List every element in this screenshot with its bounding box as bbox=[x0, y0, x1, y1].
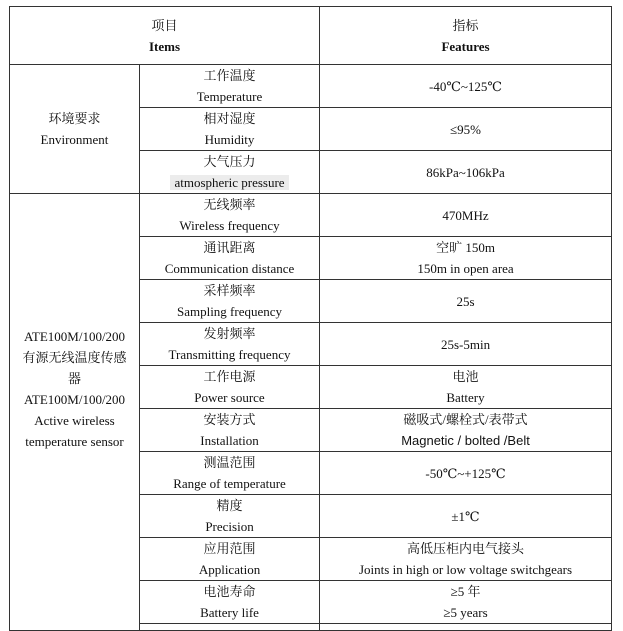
feature-value: 25s-5min bbox=[440, 336, 491, 352]
spec-table bbox=[9, 6, 612, 631]
cut-off-cell bbox=[140, 624, 320, 631]
feature-value: 磁吸式/螺栓式/表带式 bbox=[403, 412, 528, 427]
feature-cell bbox=[320, 237, 612, 280]
group-label-sensor bbox=[10, 194, 140, 631]
feature-cell bbox=[320, 409, 612, 452]
item-en: Power source bbox=[194, 390, 265, 405]
feature-cell bbox=[320, 495, 612, 538]
item-cn: 工作温度 bbox=[203, 68, 256, 83]
feature-cell bbox=[320, 581, 612, 624]
item-cn: 相对湿度 bbox=[203, 111, 256, 126]
item-cell bbox=[140, 581, 320, 624]
feature-value: ≥5 years bbox=[443, 605, 488, 620]
group-label-line: Active wireless bbox=[34, 413, 115, 428]
item-cell bbox=[140, 151, 320, 194]
item-en: Communication distance bbox=[164, 261, 295, 276]
group-label-line: 有源无线温度传感 bbox=[22, 350, 127, 365]
item-cell bbox=[140, 366, 320, 409]
item-cn: 大气压力 bbox=[203, 154, 256, 169]
item-en: Transmitting frequency bbox=[168, 347, 291, 362]
item-cell bbox=[140, 538, 320, 581]
feature-value: Magnetic / bolted /Belt bbox=[401, 433, 530, 448]
feature-cell bbox=[320, 323, 612, 366]
features-header-en: Features bbox=[441, 38, 490, 54]
item-cell bbox=[140, 280, 320, 323]
item-en: Installation bbox=[200, 433, 259, 448]
item-cell bbox=[140, 194, 320, 237]
feature-value: 电池 bbox=[452, 369, 479, 384]
feature-cell bbox=[320, 538, 612, 581]
item-cell bbox=[140, 65, 320, 108]
group-label-line: 器 bbox=[67, 371, 81, 386]
item-cn: 工作电源 bbox=[203, 369, 256, 384]
item-cn: 应用范围 bbox=[203, 541, 256, 556]
features-header bbox=[320, 7, 612, 65]
item-cell bbox=[140, 409, 320, 452]
item-cn: 无线频率 bbox=[203, 197, 256, 212]
item-cn: 测温范围 bbox=[203, 455, 256, 470]
feature-value: 高低压柜内电气接头 bbox=[407, 541, 525, 556]
item-cn: 电池寿命 bbox=[203, 584, 256, 599]
item-cn: 精度 bbox=[216, 498, 243, 513]
feature-cell bbox=[320, 366, 612, 409]
item-cn: 发射频率 bbox=[203, 326, 256, 341]
item-cell bbox=[140, 237, 320, 280]
item-en: Temperature bbox=[196, 89, 263, 104]
feature-value: ±1℃ bbox=[451, 508, 480, 524]
item-en: Battery life bbox=[200, 605, 259, 620]
feature-value: 25s bbox=[456, 293, 475, 309]
feature-cell bbox=[320, 151, 612, 194]
features-header-cn: 指标 bbox=[452, 17, 479, 33]
feature-value: 空旷 150m bbox=[436, 240, 495, 255]
items-header-cn: 项目 bbox=[151, 17, 178, 33]
group-label-line: temperature sensor bbox=[25, 434, 124, 449]
feature-value: ≥5 年 bbox=[450, 584, 481, 599]
feature-value: 150m in open area bbox=[417, 261, 514, 276]
item-en bbox=[140, 172, 319, 193]
item-en: Precision bbox=[205, 519, 254, 534]
highlighted-text: atmospheric pressure bbox=[170, 175, 288, 190]
item-en: Range of temperature bbox=[173, 476, 286, 491]
feature-value: -40℃~125℃ bbox=[429, 78, 502, 94]
item-en: Wireless frequency bbox=[179, 218, 280, 233]
item-en: Application bbox=[198, 562, 261, 577]
feature-cell bbox=[320, 108, 612, 151]
feature-value: Battery bbox=[446, 390, 485, 405]
items-header-en: Items bbox=[148, 38, 181, 54]
feature-value: Joints in high or low voltage switchgears bbox=[359, 562, 573, 577]
feature-value: 470MHz bbox=[442, 207, 489, 223]
item-cell bbox=[140, 495, 320, 538]
item-cell bbox=[140, 323, 320, 366]
group-label-line: ATE100M/100/200 bbox=[23, 329, 126, 344]
feature-value: ≤95% bbox=[450, 121, 481, 137]
item-cn: 采样频率 bbox=[203, 283, 256, 298]
feature-value: -50℃~+125℃ bbox=[425, 465, 506, 481]
table-row bbox=[10, 65, 612, 108]
item-cell bbox=[140, 452, 320, 495]
item-cell bbox=[140, 108, 320, 151]
group-label-environment bbox=[10, 65, 140, 194]
group-label-line: 环境要求 bbox=[48, 111, 101, 126]
feature-cell bbox=[320, 280, 612, 323]
feature-cell bbox=[320, 452, 612, 495]
feature-cell bbox=[320, 194, 612, 237]
items-header bbox=[10, 7, 320, 65]
group-label-line: ATE100M/100/200 bbox=[23, 392, 126, 407]
table-row bbox=[10, 194, 612, 237]
group-label-line: Environment bbox=[40, 132, 109, 147]
item-cn: 安装方式 bbox=[203, 412, 256, 427]
feature-cell bbox=[320, 65, 612, 108]
item-en: Humidity bbox=[204, 132, 255, 147]
feature-value: 86kPa~106kPa bbox=[426, 164, 505, 180]
cut-off-cell bbox=[320, 624, 612, 631]
item-en: Sampling frequency bbox=[176, 304, 283, 319]
header-row bbox=[10, 7, 612, 65]
item-cn: 通讯距离 bbox=[203, 240, 256, 255]
